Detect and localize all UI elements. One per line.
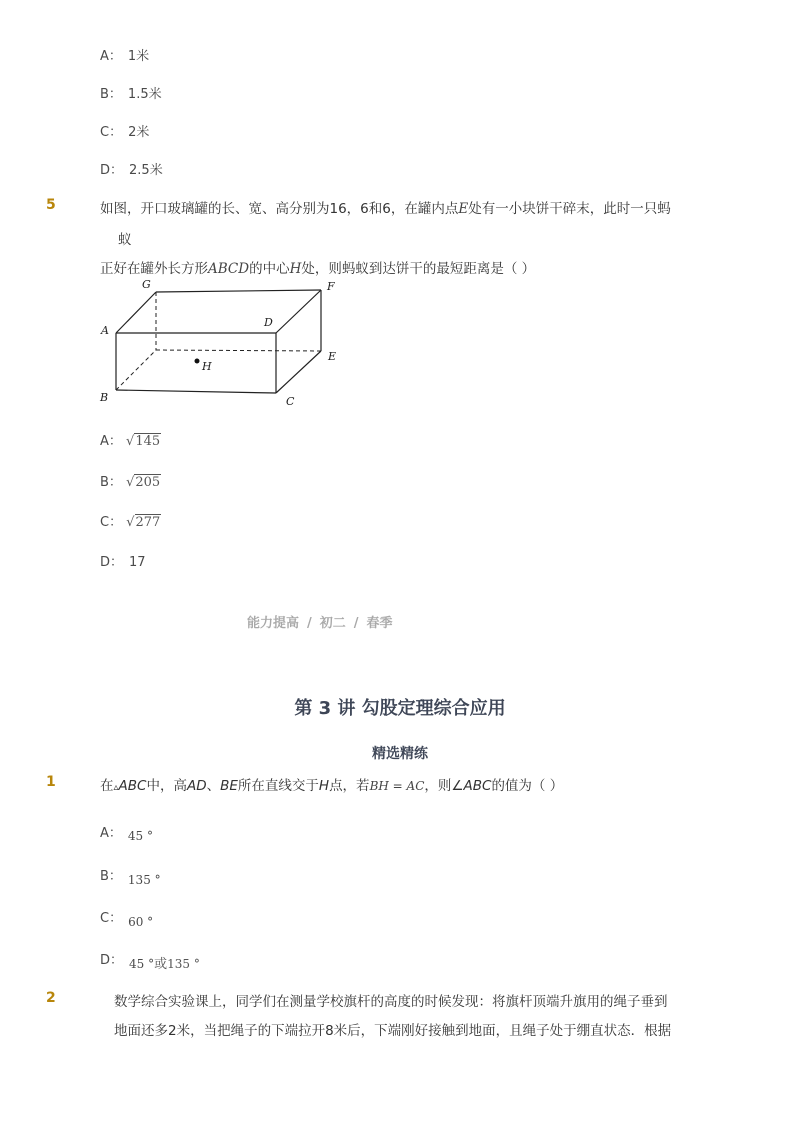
sqrt-expression: [126, 514, 161, 530]
option-key: D：: [100, 163, 124, 178]
option-key: C：: [100, 515, 123, 530]
breadcrumb-separator: /: [307, 616, 312, 631]
q4-option-c[interactable]: [100, 121, 149, 140]
label-b: B: [100, 391, 109, 404]
option-value: 2.5米: [129, 163, 163, 178]
option-or: 或: [154, 957, 168, 972]
math-var: H: [289, 261, 302, 277]
option-key: D：: [100, 555, 124, 570]
point-h: [195, 359, 200, 364]
q1-option-c[interactable]: [100, 907, 154, 929]
math-var: ABCD: [208, 261, 250, 277]
text: 、: [206, 778, 221, 794]
option-value: 135 °: [127, 873, 161, 887]
q5-box-figure: [96, 278, 356, 412]
edge: [116, 292, 156, 333]
q5-option-d[interactable]: [100, 551, 146, 570]
edge: [156, 290, 321, 292]
edge: [116, 390, 276, 393]
sqrt-icon: √: [126, 434, 135, 449]
q5-stem-line1: [100, 197, 671, 217]
q4-option-b[interactable]: [100, 83, 162, 102]
label-e: E: [328, 350, 337, 363]
question-number-5: 5: [46, 197, 56, 213]
section-title: 精选精练: [372, 746, 428, 762]
q4-option-a[interactable]: [100, 45, 149, 64]
text: 处，则蚂蚁到达饼干的最短距离是（ ）: [301, 261, 536, 277]
label-a: A: [101, 324, 109, 337]
sqrt-icon: √: [126, 475, 135, 490]
breadcrumb-level: 能力提高: [247, 616, 300, 631]
option-key: C：: [100, 125, 123, 140]
question-number-1: 1: [46, 774, 56, 790]
angle-icon: ∠: [451, 778, 464, 794]
math-var: ABC: [118, 778, 147, 794]
q1-option-d[interactable]: [100, 949, 200, 972]
breadcrumb-separator: /: [353, 616, 359, 631]
radicand: 205: [135, 475, 161, 490]
option-value: 17: [129, 555, 146, 570]
q5-stem-line2: 蚁: [118, 232, 132, 248]
text: 正好在罐外长方形: [100, 261, 208, 277]
q5-option-b[interactable]: [100, 471, 161, 490]
q5-option-c[interactable]: [100, 511, 161, 530]
lesson-title: 第 3 讲 勾股定理综合应用: [294, 698, 506, 719]
hidden-edge: [156, 350, 321, 351]
question-number-2: 2: [46, 990, 56, 1006]
radicand: 145: [135, 434, 161, 449]
option-key: A：: [100, 826, 122, 841]
q1-option-b[interactable]: [100, 865, 161, 887]
breadcrumb-grade: 初二: [319, 616, 346, 631]
text: 点，若: [329, 778, 370, 794]
option-key: B：: [100, 869, 122, 884]
edge: [276, 290, 321, 333]
breadcrumb: [247, 612, 393, 631]
option-value: 45 °: [129, 957, 155, 971]
option-key: D：: [100, 953, 124, 968]
radicand: 277: [135, 515, 161, 530]
option-key: A：: [100, 49, 122, 64]
option-value: 1.5米: [127, 87, 162, 102]
sqrt-expression: [126, 474, 161, 490]
q2-stem-line1: 数学综合实验课上，同学们在测量学校旗杆的高度的时候发现：将旗杆顶端升旗用的绳子垂到: [114, 994, 668, 1010]
label-f: F: [327, 280, 335, 293]
label-h: H: [202, 360, 212, 373]
option-value: 2米: [128, 125, 150, 140]
q1-option-a[interactable]: [100, 822, 153, 841]
label-g: G: [142, 278, 151, 291]
option-value: 60 °: [128, 915, 154, 929]
math-var: BE: [220, 778, 238, 794]
triangle-icon: ▵: [113, 782, 119, 793]
math-equation: BH = AC: [369, 779, 425, 793]
sqrt-icon: √: [126, 515, 135, 530]
option-key: C：: [100, 911, 123, 926]
sqrt-expression: [126, 433, 161, 449]
breadcrumb-term: 春季: [366, 616, 393, 631]
text: 所在直线交于: [237, 778, 319, 794]
option-key: B：: [100, 87, 122, 102]
q4-option-d[interactable]: [100, 159, 163, 178]
option-value: 45 °: [127, 829, 153, 843]
q5-stem-line3: [100, 257, 535, 277]
option-value: 135 °: [167, 957, 200, 971]
text: ，则: [424, 778, 452, 794]
option-key: B：: [100, 475, 122, 490]
q5-option-a[interactable]: [100, 430, 161, 449]
option-key: A：: [100, 434, 122, 449]
option-value: 1米: [127, 49, 150, 64]
q1-stem: [100, 774, 563, 794]
label-c: C: [286, 395, 295, 408]
text: 如图，开口玻璃罐的长、宽、高分别为16，6和6，在罐内点: [100, 201, 459, 217]
hidden-edge: [116, 350, 156, 390]
text: 处有一小块饼干碎末，此时一只蚂: [468, 201, 671, 217]
edge: [276, 351, 321, 393]
math-var: H: [318, 778, 330, 794]
text: 的值为（ ）: [491, 778, 564, 794]
math-var: ABC: [463, 778, 492, 794]
q2-stem-line2: 地面还多2米，当把绳子的下端拉开8米后，下端刚好接触到地面，且绳子处于绷直状态．根据: [114, 1023, 672, 1039]
math-var: AD: [186, 778, 207, 794]
text: 在: [100, 778, 114, 794]
text: 的中心: [249, 261, 290, 277]
math-var: E: [458, 201, 469, 217]
text: 中，高: [146, 778, 187, 794]
label-d: D: [264, 316, 273, 329]
